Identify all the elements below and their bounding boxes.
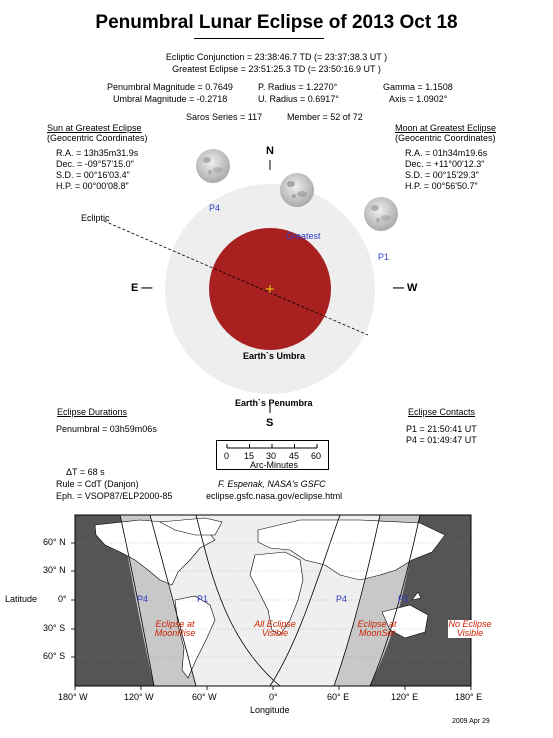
p1-label: P1 xyxy=(378,252,390,262)
contacts-heading: Eclipse Contacts xyxy=(408,407,476,417)
north-label: N xyxy=(266,145,274,157)
umbra-radius: U. Radius = 0.6917° xyxy=(258,94,339,104)
region-all-visible: All Eclipse Visible xyxy=(254,619,296,638)
danjon-rule: Rule = CdT (Danjon) xyxy=(56,479,139,489)
region-moonset: Eclipse at MoonSet xyxy=(357,619,397,638)
sun-hp: H.P. = 00°00'08.8" xyxy=(56,181,129,191)
scale-tick-60: 60 xyxy=(311,451,322,461)
lon-tick-180e: 180° E xyxy=(455,692,483,702)
penumbral-magnitude: Penumbral Magnitude = 0.7649 xyxy=(107,82,233,92)
contact-p4: P4 = 01:49:47 UT xyxy=(406,435,477,445)
greatest-label: Greatest xyxy=(286,231,321,241)
map-p4-east: P4 xyxy=(336,594,348,604)
map-p1-east: P1 xyxy=(398,594,410,604)
axis: Axis = 1.0902° xyxy=(389,94,448,104)
east-label: E — xyxy=(131,282,153,294)
lon-tick-60e: 60° E xyxy=(327,692,350,702)
lat-tick-30n: 30° N xyxy=(43,565,66,575)
conjunction-time: Ecliptic Conjunction = 23:38:46.7 TD (= 23:37:38.3 UT ) xyxy=(165,52,388,62)
moon-heading: Moon at Greatest Eclipse xyxy=(395,123,497,133)
lon-tick-60w: 60° W xyxy=(192,692,217,702)
lat-tick-0: 0° xyxy=(58,594,67,604)
map-p4-west: P4 xyxy=(137,594,149,604)
gamma: Gamma = 1.1508 xyxy=(383,82,453,92)
sun-heading: Sun at Greatest Eclipse xyxy=(47,123,142,133)
source-url: eclipse.gsfc.nasa.gov/eclipse.html xyxy=(206,491,343,501)
contact-p1: P1 = 21:50:41 UT xyxy=(406,424,477,434)
sun-ra: R.A. = 13h35m31.9s xyxy=(56,148,139,158)
lat-tick-60n: 60° N xyxy=(43,537,66,547)
ecliptic-label: Ecliptic xyxy=(81,213,110,223)
author-credit: F. Espenak, NASA's GSFC xyxy=(218,479,326,489)
page-title: Penumbral Lunar Eclipse of 2013 Oct 18 xyxy=(95,12,458,33)
saros-member: Member = 52 of 72 xyxy=(287,112,363,122)
moon-hp: H.P. = 00°56'50.7" xyxy=(405,181,478,191)
umbral-magnitude: Umbral Magnitude = -0.2718 xyxy=(113,94,228,104)
latitude-axis-label: Latitude xyxy=(5,594,38,604)
moon-subheading: (Geocentric Coordinates) xyxy=(395,133,496,143)
date-stamp: 2009 Apr 29 xyxy=(452,718,490,725)
scale-tick-0: 0 xyxy=(224,451,230,461)
sun-sd: S.D. = 00°16'03.4" xyxy=(56,170,130,180)
durations-heading: Eclipse Durations xyxy=(57,407,128,417)
scale-tick-15: 15 xyxy=(244,451,255,461)
scale-tick-45: 45 xyxy=(289,451,300,461)
longitude-axis-label: Longitude xyxy=(250,705,290,715)
map-p1-west: P1 xyxy=(197,594,209,604)
saros-series: Saros Series = 117 xyxy=(186,112,263,122)
lon-tick-180w: 180° W xyxy=(58,692,88,702)
lat-tick-60s: 60° S xyxy=(43,651,66,661)
p4-label: P4 xyxy=(209,203,221,213)
umbra-label: Earth`s Umbra xyxy=(243,351,306,361)
scale-label: Arc-Minutes xyxy=(250,460,299,470)
region-moonrise: Eclipse at MoonRise xyxy=(154,619,196,638)
south-label: S xyxy=(266,417,274,429)
moon-sd: S.D. = 00°15'29.3" xyxy=(405,170,479,180)
penumbra-label: Earth`s Penumbra xyxy=(235,398,313,408)
sun-subheading: (Geocentric Coordinates) xyxy=(47,133,148,143)
lat-tick-30s: 30° S xyxy=(43,623,66,633)
penumbra-radius: P. Radius = 1.2270° xyxy=(258,82,338,92)
lon-tick-0: 0° xyxy=(269,692,278,702)
west-label: — W xyxy=(393,282,418,294)
scale-tick-30: 30 xyxy=(266,451,277,461)
lon-tick-120w: 120° W xyxy=(124,692,154,702)
moon-dec: Dec. = +11°00'12.3" xyxy=(405,159,485,169)
delta-t: ΔT = 68 s xyxy=(66,467,105,477)
moon-ra: R.A. = 01h34m19.6s xyxy=(405,148,488,158)
greatest-time: Greatest Eclipse = 23:51:25.3 TD (= 23:50:16.9 UT ) xyxy=(172,64,381,74)
ephemeris: Eph. = VSOP87/ELP2000-85 xyxy=(56,491,173,501)
sun-dec: Dec. = -09°57'15.0" xyxy=(56,159,134,169)
region-no-eclipse: No Eclipse Visible xyxy=(448,619,492,638)
lon-tick-120e: 120° E xyxy=(391,692,419,702)
penumbral-duration: Penumbral = 03h59m06s xyxy=(56,424,157,434)
